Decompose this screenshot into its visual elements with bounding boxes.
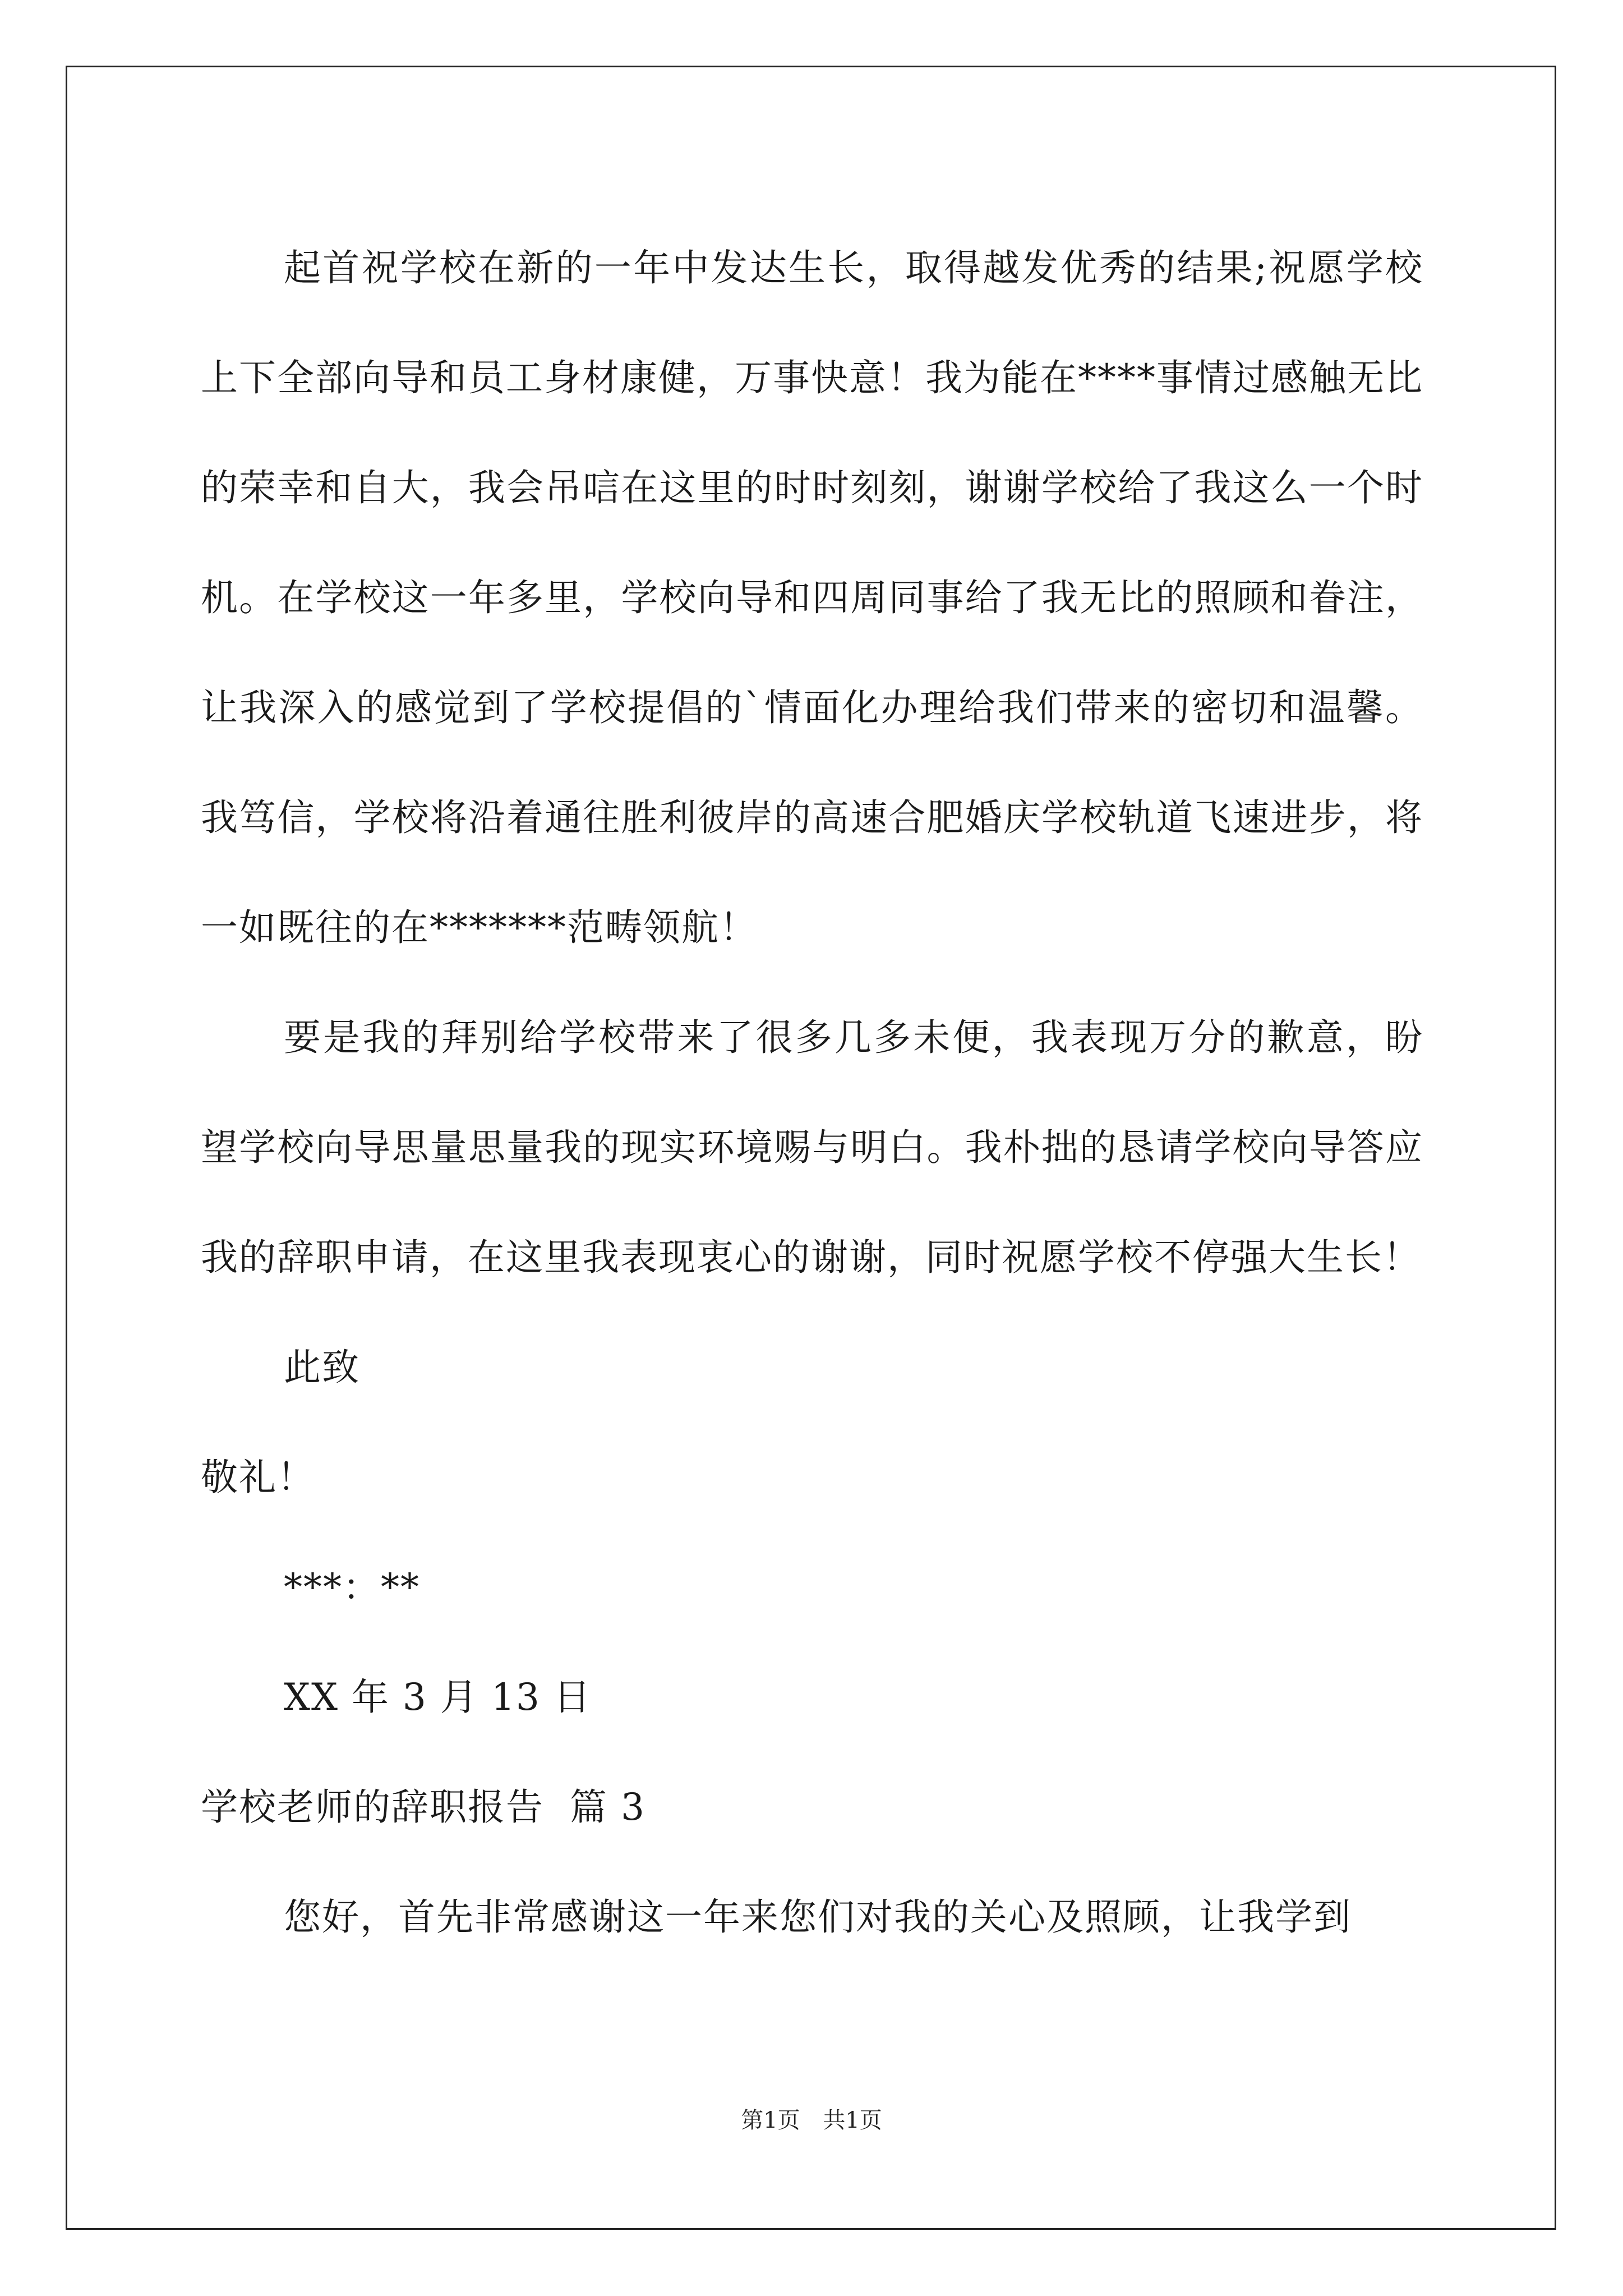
- regards: 敬礼！: [201, 1456, 315, 1499]
- paragraph-apology: 要是我的拜别给学校带来了很多几多未便，我表现万分的歉意，盼望学校向导思量思量我的现实环境赐与明白。我朴拙的恳请学校向导答应我的辞职申请，在这里我表现衷心的谢谢，同时祝愿学校不停强大生长！: [201, 1016, 1423, 1279]
- paragraph-blessing: 起首祝学校在新的一年中发达生长，取得越发优秀的结果;祝愿学校上下全部向导和员工身材康健，万事快意！我为能在****事情过感触无比的荣幸和自大，我会吊唁在这里的时时刻刻，谢谢学校给了我这么一个时机。在学校这一年多里，学校向导和四周同事给了我无比的照顾和眷注，让我深入的感觉到了学校提倡的`情面化办理给我们带来的密切和温馨。我笃信，学校将沿着通往胜利彼岸的高速合肥婚庆学校轨道飞速进步，将一如既往的在*******范畴领航！: [201, 246, 1423, 949]
- section-heading: 学校老师的辞职报告 篇 3: [201, 1786, 645, 1829]
- signature: ***：**: [284, 1566, 420, 1609]
- page-footer: [0, 2104, 1623, 2137]
- date: XX 年 3 月 13 日: [284, 1676, 592, 1719]
- page-total: 共1页: [823, 2108, 882, 2133]
- page-number: 第1页: [741, 2108, 800, 2133]
- paragraph-greeting: 您好，首先非常感谢这一年来您们对我的关心及照顾，让我学到: [284, 1895, 1352, 1939]
- document-body: [201, 213, 1423, 1972]
- salutation: 此致: [284, 1346, 360, 1389]
